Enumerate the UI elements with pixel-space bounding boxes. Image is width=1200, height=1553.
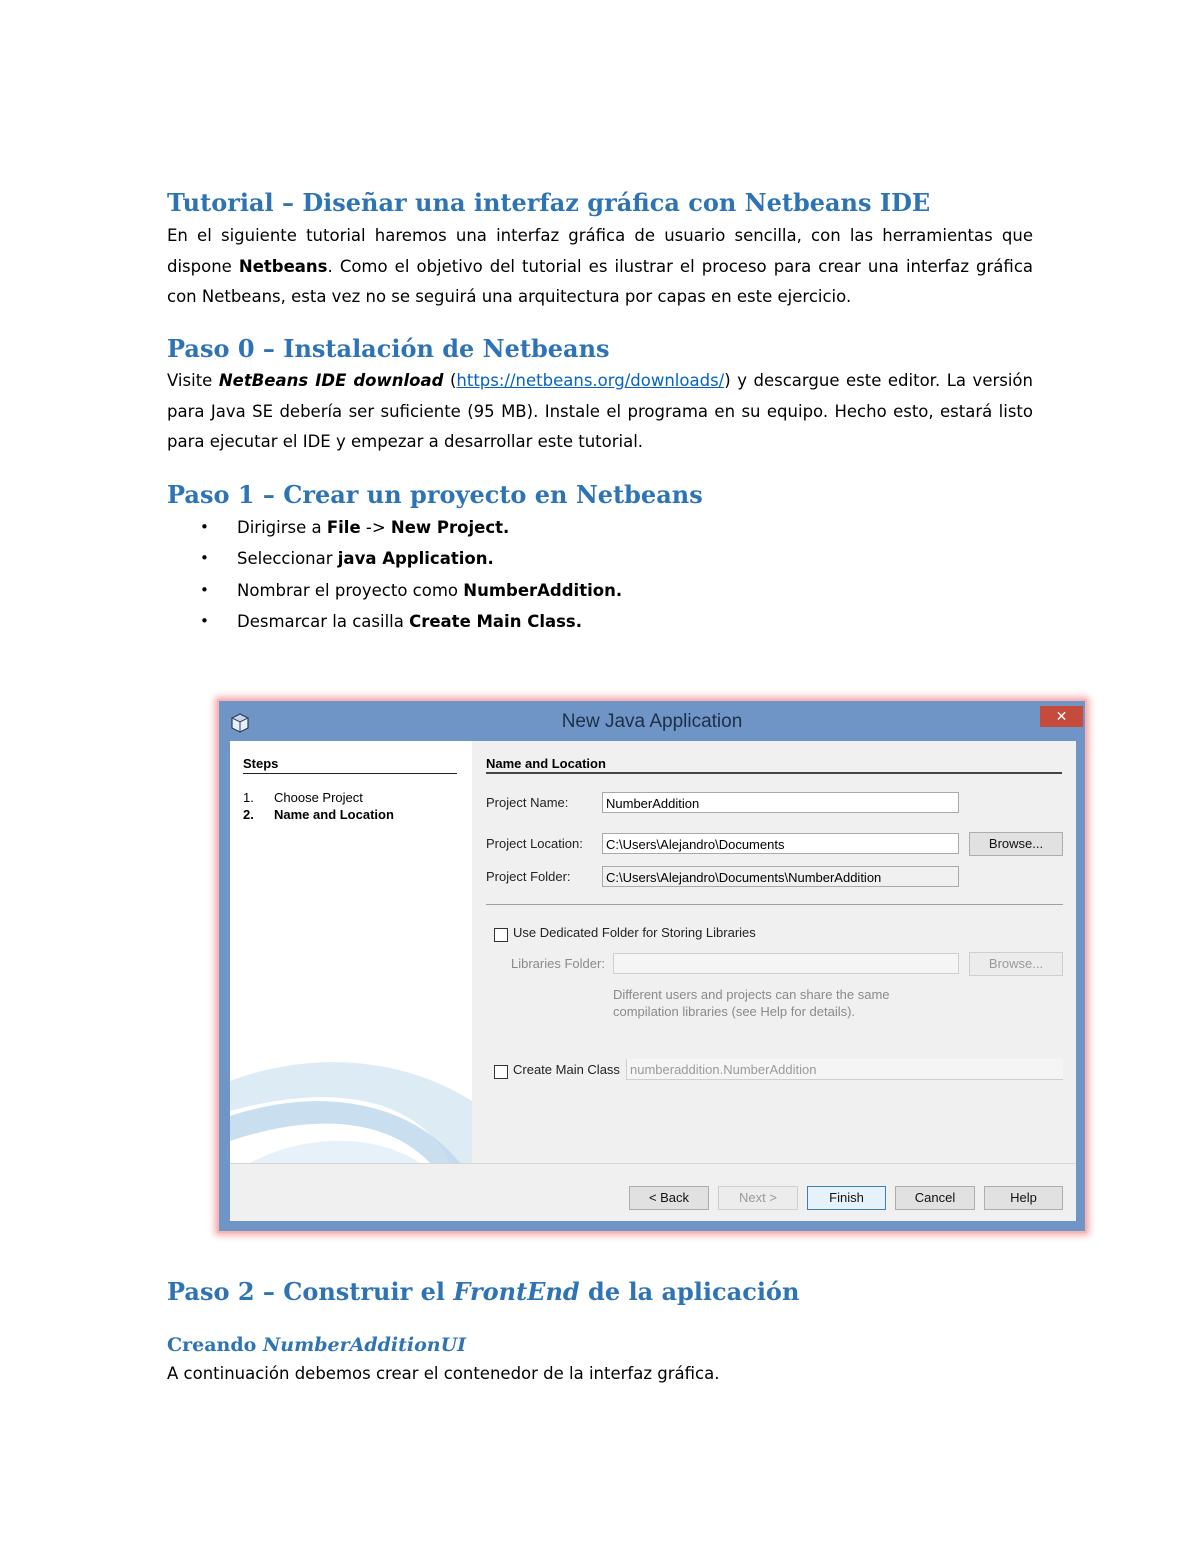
- separator: [486, 904, 1063, 905]
- netbeans-swoosh-graphic: [230, 1041, 472, 1163]
- help-button[interactable]: Help: [984, 1186, 1063, 1210]
- section-title: Name and Location: [486, 756, 1062, 774]
- cancel-button[interactable]: Cancel: [895, 1186, 975, 1210]
- step-name-and-location: 2. Name and Location: [243, 807, 394, 822]
- list-item: • Nombrar el proyecto como NumberAddition.: [200, 575, 622, 606]
- netbeans-bold: Netbeans: [238, 256, 328, 276]
- step0-paragraph: Visite NetBeans IDE download (https://netbeans.org/downloads/) y descargue este editor. La versión para Java SE debería ser suficiente (95 MB). Instale el programa en su equipo. Hecho esto, estará listo para ejecutar el IDE y empezar a desarrollar este tutorial.: [167, 371, 1033, 451]
- bullet-icon: •: [200, 580, 209, 599]
- finish-button[interactable]: Finish: [807, 1186, 886, 1210]
- browse-libraries-button[interactable]: Browse...: [969, 952, 1063, 976]
- dedicated-folder-label[interactable]: Use Dedicated Folder for Storing Libraries: [513, 925, 756, 940]
- dialog-titlebar[interactable]: [219, 701, 1085, 741]
- bullet-icon: •: [200, 549, 209, 568]
- button-bar: [230, 1163, 1076, 1222]
- netbeans-download-link[interactable]: https://netbeans.org/downloads/: [456, 371, 725, 390]
- dedicated-folder-checkbox[interactable]: [494, 928, 508, 942]
- project-name-input[interactable]: NumberAddition: [602, 792, 959, 813]
- browse-location-button[interactable]: Browse...: [969, 832, 1063, 856]
- libraries-folder-input[interactable]: [613, 953, 959, 974]
- steps-header: Steps: [243, 756, 457, 774]
- libraries-hint-line2: compilation libraries (see Help for details).: [613, 1004, 856, 1019]
- frontend-emph: FrontEnd: [453, 1277, 580, 1306]
- dialog-title: New Java Application: [561, 711, 743, 732]
- numberadditionui-emph: NumberAdditionUI: [262, 1334, 467, 1356]
- name-location-panel: [473, 741, 1076, 1163]
- step2-paragraph: A continuación debemos crear el contenedor de la interfaz gráfica.: [167, 1364, 720, 1383]
- list-item: • Dirigirse a File -> New Project.: [200, 512, 622, 543]
- project-location-input[interactable]: C:\Users\Alejandro\Documents: [602, 833, 959, 854]
- project-location-label: Project Location:: [486, 836, 583, 851]
- libraries-folder-label: Libraries Folder:: [511, 956, 605, 971]
- netbeans-download-emph: NetBeans IDE download: [218, 371, 444, 390]
- project-name-label: Project Name:: [486, 795, 569, 810]
- step-choose-project: 1. Choose Project: [243, 790, 363, 805]
- document-title: Tutorial – Diseñar una interfaz gráfica con Netbeans IDE: [167, 188, 931, 217]
- libraries-hint-line1: Different users and projects can share the same: [613, 987, 890, 1002]
- back-button[interactable]: < Back: [629, 1186, 709, 1210]
- steps-panel: [230, 741, 472, 1163]
- main-class-input[interactable]: numberaddition.NumberAddition: [626, 1059, 1063, 1080]
- step2-subheading: Creando NumberAdditionUI: [167, 1334, 467, 1356]
- step1-bullet-list: [200, 512, 622, 637]
- new-java-application-dialog: [219, 701, 1085, 1231]
- step0-heading: Paso 0 – Instalación de Netbeans: [167, 334, 610, 363]
- bullet-icon: •: [200, 518, 209, 536]
- close-button[interactable]: [1040, 706, 1083, 727]
- project-folder-label: Project Folder:: [486, 869, 571, 884]
- dialog-client: [230, 741, 1076, 1221]
- bullet-icon: •: [200, 611, 209, 630]
- create-main-class-label[interactable]: Create Main Class: [513, 1062, 620, 1077]
- list-item: • Desmarcar la casilla Create Main Class.: [200, 606, 622, 637]
- close-icon: ✕: [1055, 708, 1068, 724]
- next-button[interactable]: Next >: [718, 1186, 798, 1210]
- step2-heading: Paso 2 – Construir el FrontEnd de la aplicación: [167, 1277, 800, 1306]
- step1-heading: Paso 1 – Crear un proyecto en Netbeans: [167, 480, 703, 509]
- create-main-class-checkbox[interactable]: [494, 1065, 508, 1079]
- project-folder-field: C:\Users\Alejandro\Documents\NumberAddition: [602, 866, 959, 887]
- intro-paragraph: En el siguiente tutorial haremos una interfaz gráfica de usuario sencilla, con las herramientas que dispone Netbeans. Como el objetivo del tutorial es ilustrar el proceso para crear una interfaz gráfica con Netbeans, esta vez no se seguirá una arquitectura por capas en este ejercicio.: [167, 226, 1033, 306]
- list-item: • Seleccionar java Application.: [200, 543, 622, 574]
